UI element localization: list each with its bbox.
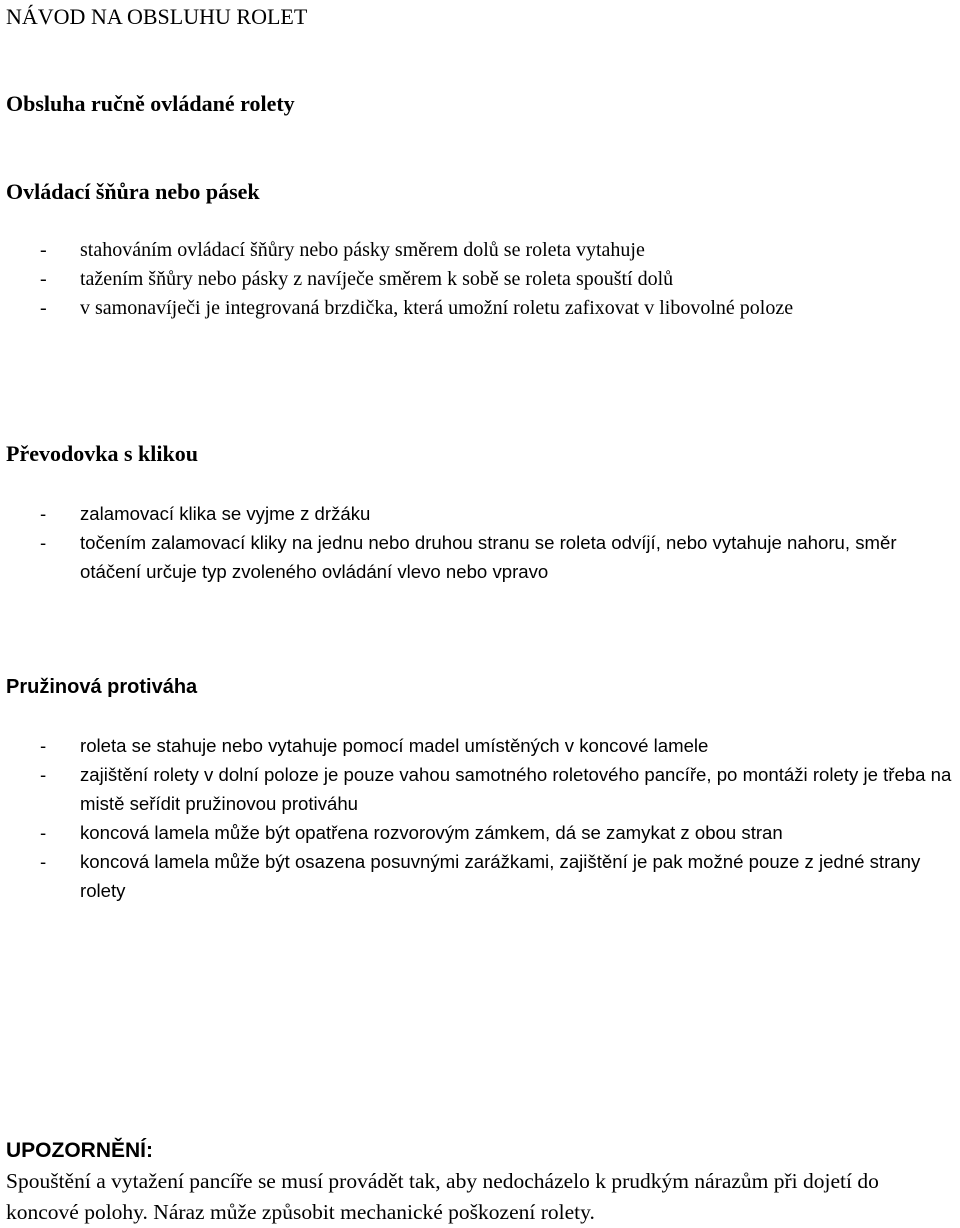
list-item — [0, 731, 960, 760]
list-item-text: roleta se stahuje nebo vytahuje pomocí madel umístěných v koncové lamele — [80, 735, 709, 756]
bullet-dash: - — [40, 822, 47, 843]
bullet-dash: - — [40, 239, 47, 261]
list-item-text: točením zalamovací kliky na jednu nebo druhou stranu se roleta odvíjí, nebo vytahuje nahoru, směr otáčení určuje typ zvoleného ovládání vlevo nebo vpravo — [80, 532, 897, 582]
bullet-dash: - — [40, 268, 47, 290]
bullet-dash: - — [40, 764, 47, 785]
list-item — [0, 236, 960, 265]
list-item-text: koncová lamela může být osazena posuvnými zarážkami, zajištění je pak možné pouze z jedné strany rolety — [80, 851, 921, 901]
section-heading-manual-operation: Obsluha ručně ovládané rolety — [6, 91, 295, 116]
bullet-dash: - — [40, 503, 47, 524]
list-item — [0, 265, 960, 294]
warning-heading: UPOZORNĚNÍ: — [6, 1139, 153, 1162]
list-item-text: koncová lamela může být opatřena rozvorovým zámkem, dá se zamykat z obou stran — [80, 822, 783, 843]
list-item — [0, 528, 960, 586]
subsection-heading-spring: Pružinová protiváha — [6, 676, 198, 698]
document-title: NÁVOD NA OBSLUHU ROLET — [6, 4, 308, 29]
cord-instructions-list — [0, 236, 960, 323]
list-item — [0, 760, 960, 818]
list-item — [0, 818, 960, 847]
subsection-heading-cord: Ovládací šňůra nebo pásek — [6, 179, 260, 204]
list-item-text: zajištění rolety v dolní poloze je pouze vahou samotného roletového pancíře, po montáži rolety je třeba na mistě seřídit pružinovou protiváhu — [80, 764, 952, 814]
list-item-text: tažením šňůry nebo pásky z navíječe směrem k sobě se roleta spouští dolů — [80, 268, 674, 290]
crank-instructions-list — [0, 499, 960, 586]
bullet-dash: - — [40, 297, 47, 319]
bullet-dash: - — [40, 851, 47, 872]
bullet-dash: - — [40, 735, 47, 756]
subsection-heading-crank: Převodovka s klikou — [6, 441, 198, 466]
spring-instructions-list — [0, 731, 960, 905]
list-item-text: zalamovací klika se vyjme z držáku — [80, 503, 371, 524]
list-item-text: stahováním ovládací šňůry nebo pásky směrem dolů se roleta vytahuje — [80, 239, 645, 261]
warning-text: Spouštění a vytažení pancíře se musí provádět tak, aby nedocházelo k prudkým nárazům při dojetí do koncové polohy. Náraz může způsobit mechanické poškození rolety. — [6, 1169, 879, 1224]
bullet-dash: - — [40, 532, 47, 553]
list-item — [0, 294, 960, 323]
list-item — [0, 499, 960, 528]
list-item-text: v samonavíječi je integrovaná brzdička, která umožní roletu zafixovat v libovolné poloze — [80, 297, 794, 319]
list-item — [0, 847, 960, 905]
